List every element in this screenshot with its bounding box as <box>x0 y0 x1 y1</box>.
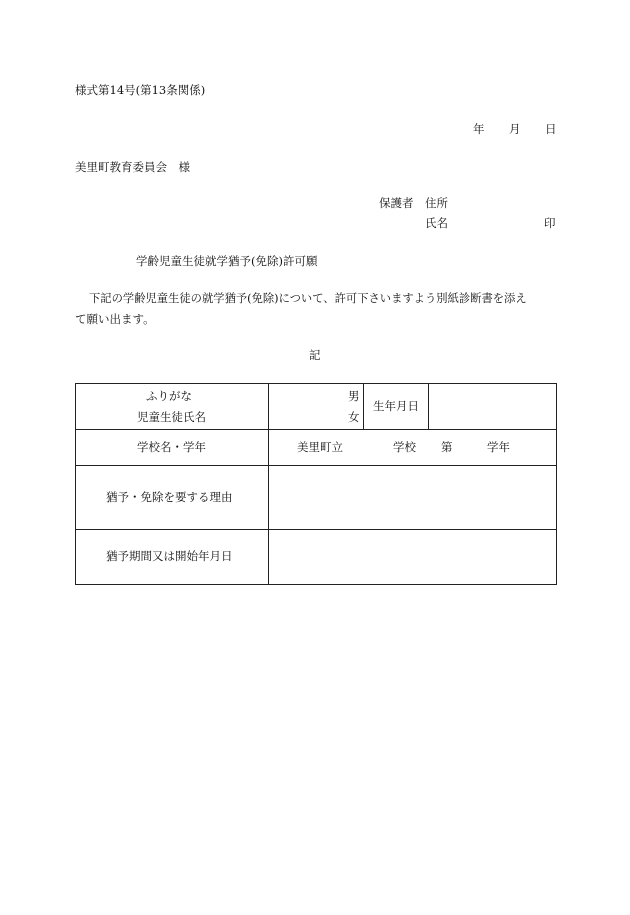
grade-dai: 第 <box>441 440 453 454</box>
form-number: 様式第14号(第13条関係) <box>75 83 206 97</box>
body-line-2: て願い出ます。 <box>75 312 155 326</box>
seal-mark: 印 <box>544 216 556 230</box>
school-grade-label: 学校名・学年 <box>137 440 206 454</box>
addressee: 美里町教育委員会 様 <box>75 160 190 174</box>
gender-male: 男 <box>348 389 360 403</box>
date-year-label: 年 <box>473 122 485 136</box>
table-rule-1 <box>76 429 556 430</box>
table-col-rule-1 <box>268 384 269 584</box>
furigana-label: ふりがな <box>146 389 192 403</box>
period-label: 猶予期間又は開始年月日 <box>106 549 233 563</box>
address-label: 住所 <box>425 196 448 210</box>
name-label: 氏名 <box>425 216 448 230</box>
table-col-rule-2 <box>363 384 364 429</box>
student-name-label: 児童生徒氏名 <box>137 410 206 424</box>
table-col-rule-3 <box>428 384 429 429</box>
school-prefix: 美里町立 <box>297 440 343 454</box>
application-table <box>75 383 557 585</box>
reason-label: 猶予・免除を要する理由 <box>106 490 233 504</box>
table-rule-2 <box>76 465 556 466</box>
grade-label: 学年 <box>487 440 510 454</box>
date-month-label: 月 <box>509 122 521 136</box>
applicant-role: 保護者 <box>379 196 414 210</box>
gender-female: 女 <box>348 410 360 424</box>
ki-label: 記 <box>309 348 321 362</box>
document-title: 学齢児童生徒就学猶予(免除)許可願 <box>136 254 318 268</box>
table-rule-3 <box>76 529 556 530</box>
date-day-label: 日 <box>545 122 557 136</box>
body-line-1: 下記の学齢児童生徒の就学猶予(免除)について、許可下さいますよう別紙診断書を添え <box>89 292 527 305</box>
birthdate-label: 生年月日 <box>373 399 419 413</box>
school-suffix: 学校 <box>393 440 416 454</box>
